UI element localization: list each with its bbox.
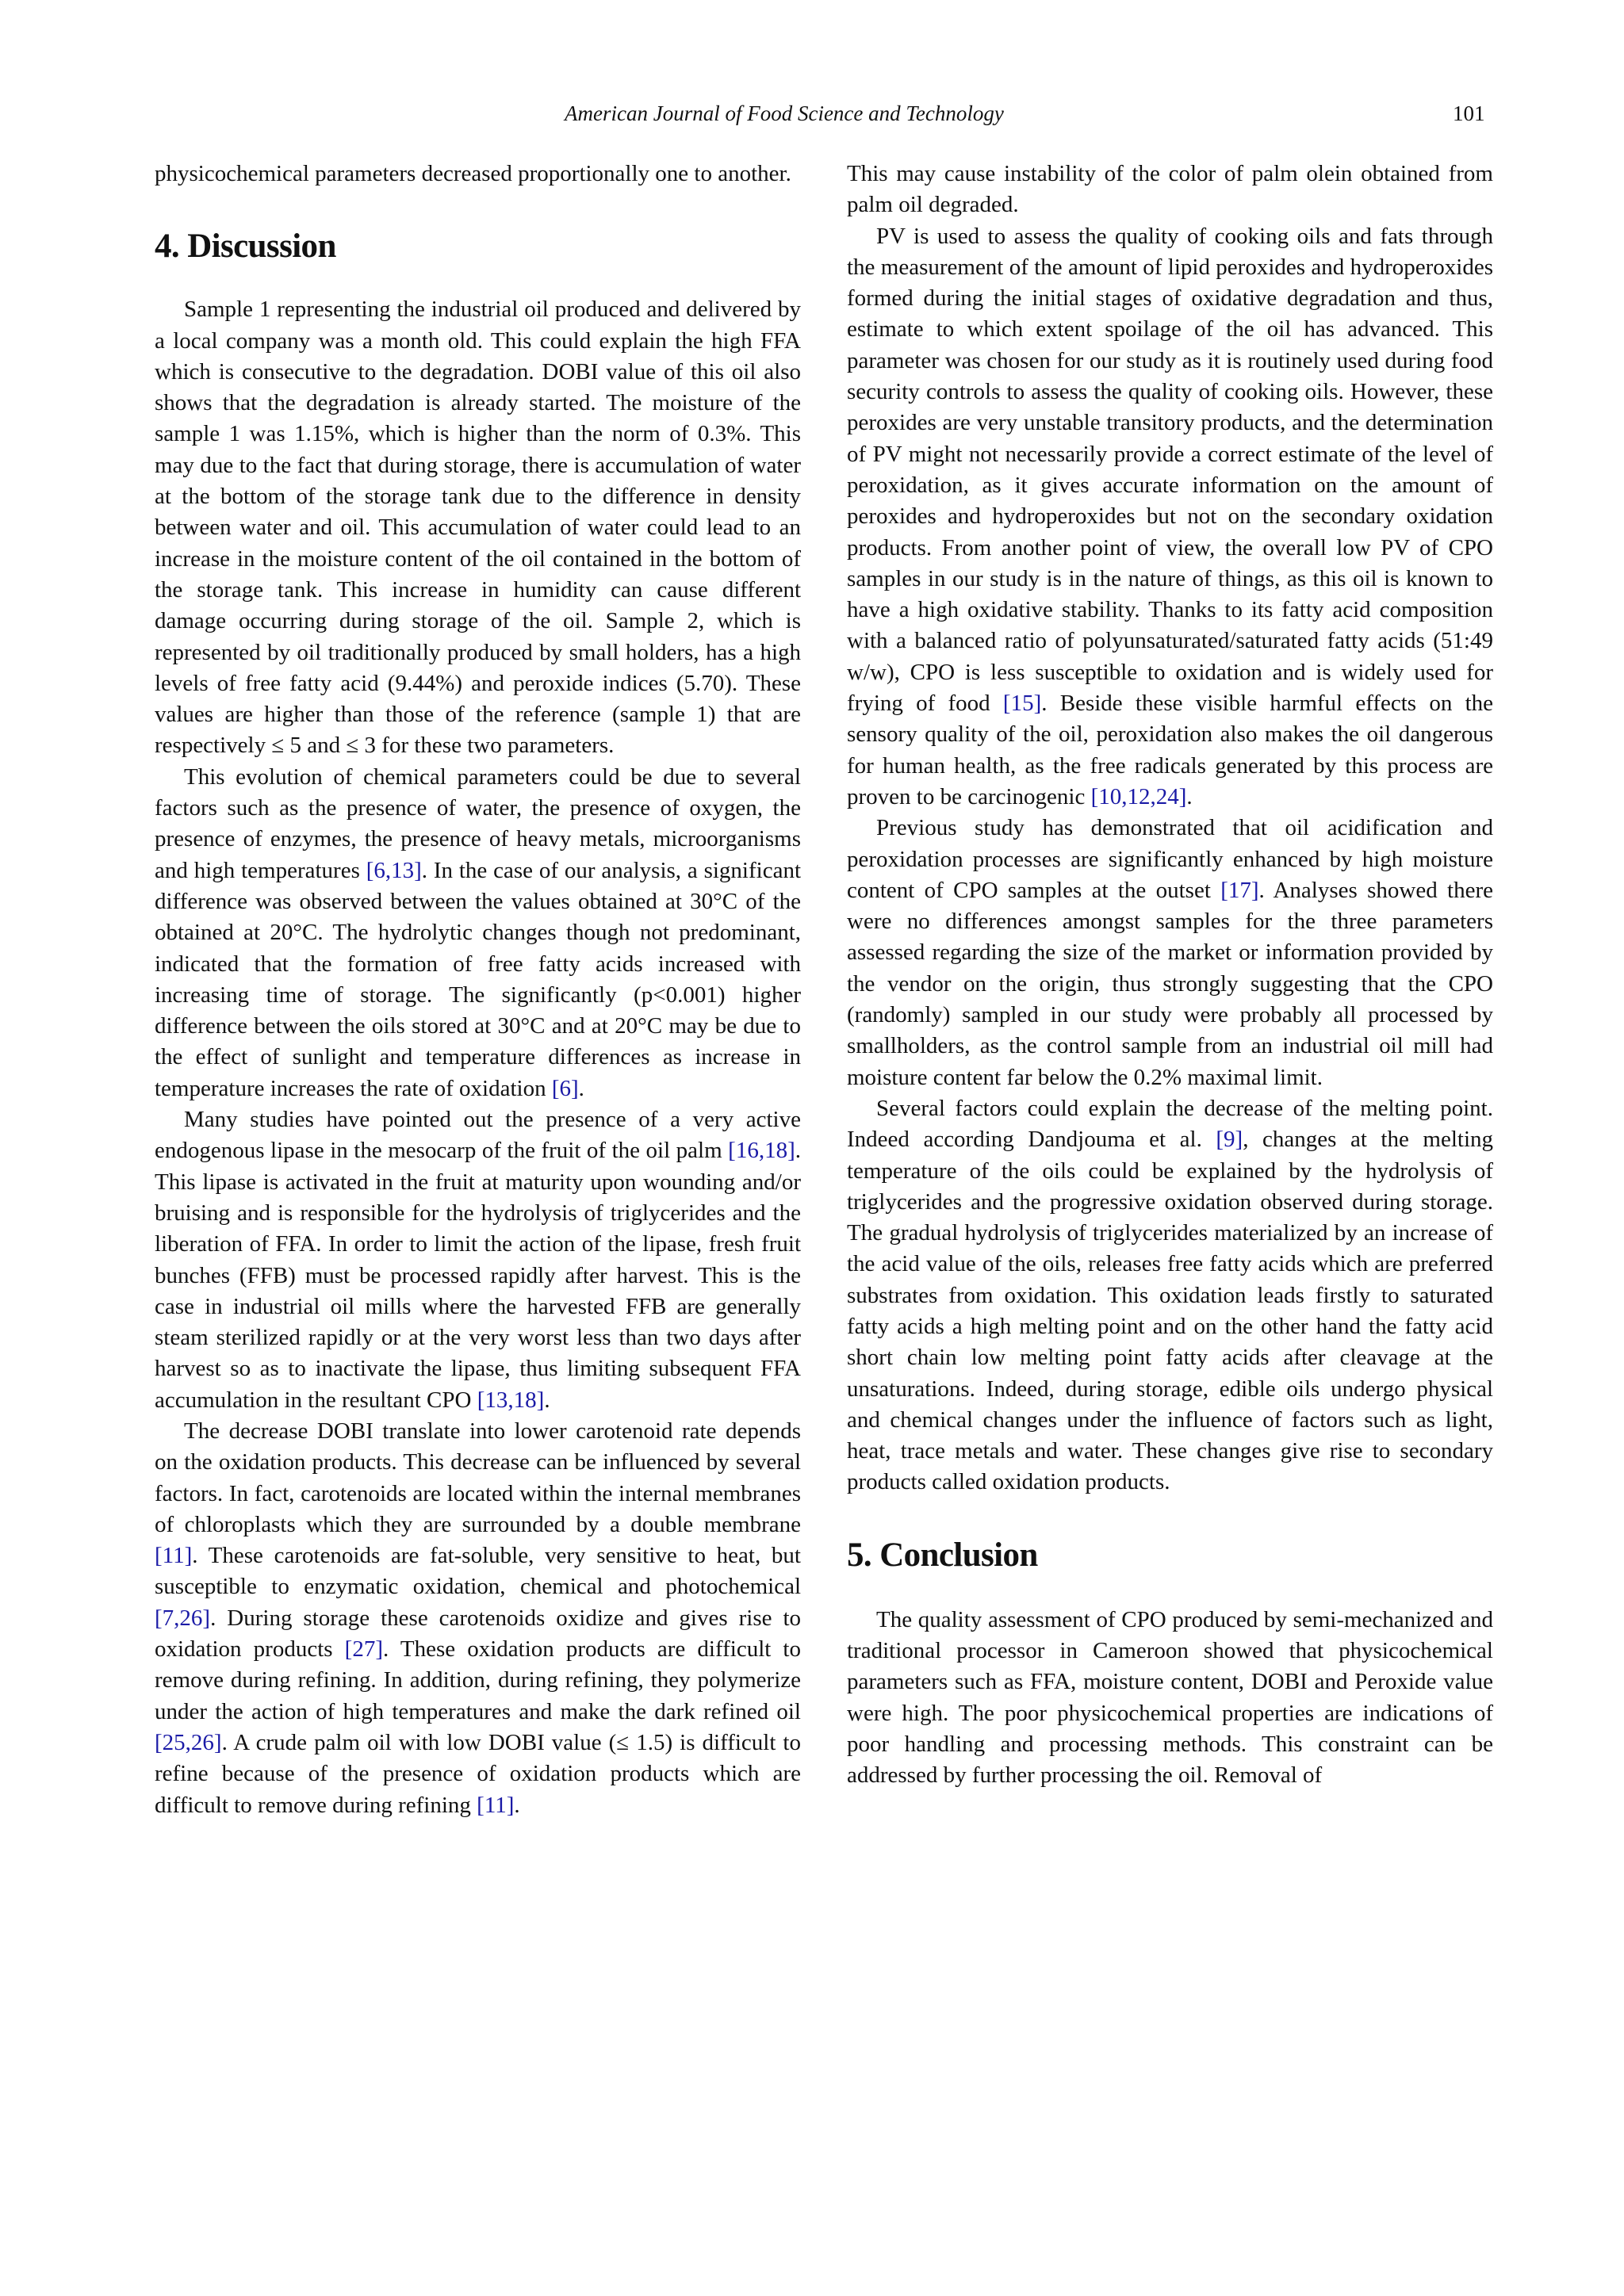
citation-link[interactable]: [25,26] [155,1729,222,1755]
paragraph [847,1605,1493,1792]
page-header [0,98,1624,129]
citation-link[interactable]: [11] [155,1543,193,1569]
citation-link[interactable]: [10,12,24] [1090,783,1187,809]
paragraph-text: PV is used to assess the quality of cooking oils and fats through the measurement of the amount of lipid peroxides and hydroperoxides formed during the initial stages of oxidative degradation and thus, estimate to which extent spoilage of the oil has advanced. This parameter was chosen for our study as it is routinely used during food security controls to assess the quality of cooking oils. However, these peroxides are very unstable transitory products, and the determination of PV might not necessarily provide a correct estimate of the level of peroxidation, as it gives accurate information on the amount of peroxides and hydroperoxides but not on the secondary oxidation products. From another point of view, the overall low PV of CPO samples in our study is in the nature of things, as this oil is known to have a high oxidative stability. Thanks to its fatty acid composition with a balanced ratio of polyunsaturated/saturated fatty acids (51:49 w/w), CPO is less susceptible to oxidation and is widely used for frying of food [847,223,1493,717]
paragraph-text: . [514,1792,520,1818]
section-heading-conclusion: 5. Conclusion [847,1536,1038,1574]
paragraph-text: The decrease DOBI translate into lower carotenoid rate depends on the oxidation products. This decrease can be influenced by several factors. In fact, carotenoids are located within the internal membranes of chloroplasts which they are surrounded by a double membrane [155,1418,801,1537]
paragraph-text: . A crude palm oil with low DOBI value (≤ 1.5) is difficult to refine because of the presence of oxidation products which are difficult to remove during refining [155,1729,801,1818]
citation-link[interactable]: [11] [477,1792,515,1818]
citation-link[interactable]: [27] [344,1636,383,1663]
paragraph-text: The quality assessment of CPO produced by semi-mechanized and traditional processor in Cameroon showed that physicochemical parameters such as FFA, moisture content, DOBI and Peroxide value were high. The poor physicochemical properties are indications of poor handling and processing methods. This constraint can be addressed by further processing the oil. Removal of [847,1606,1493,1789]
paragraph-text: This may cause instability of the color of palm olein obtained from palm oil degraded. [847,161,1493,218]
citation-link[interactable]: [9] [1216,1127,1243,1153]
paragraph [155,1104,801,1416]
paragraph-text: . [1186,783,1193,809]
citation-link[interactable]: [15] [1002,691,1042,717]
paragraph-text: . Analyses showed there were no differences amongst samples for the three parameters assessed regarding the size of the market or information provided by the vendor on the origin, thus strongly suggesting that the CPO (randomly) sampled in our study were probably all processed by smallholders, as the control sample from an industrial oil mill had moisture content far below the 0.2% maximal limit. [847,877,1493,1090]
paragraph-text: , changes at the melting temperature of the oils could be explained by the hydrolysis of triglycerides and the progressive oxidation observed during storage. The gradual hydrolysis of triglycerides materialized by an increase of the acid value of the oils, releases free fatty acids which are preferred substrates from oxidation. This oxidation leads firstly to saturated fatty acids a high melting point and on the other hand the fatty acid short chain low melting point fatty acids after cleavage at the unsaturations. Indeed, during storage, edible oils undergo physical and chemical changes under the influence of factors such as light, heat, trace metals and water. These changes give rise to secondary products called oxidation products. [847,1127,1493,1495]
paragraph [155,762,801,1104]
paragraph-text: Many studies have pointed out the presence of a very active endogenous lipase in the mesocarp of the fruit of the oil palm [155,1107,801,1164]
citation-link[interactable]: [6,13] [366,857,422,883]
right-column [847,159,1493,1792]
paragraph-text: This evolution of chemical parameters could be due to several factors such as the presence of water, the presence of oxygen, the presence of enzymes, the presence of heavy metals, microorganisms and high temperatures [155,763,801,883]
citation-link[interactable]: [17] [1220,877,1259,903]
page-number: 101 [1453,101,1485,125]
paragraph-text: . These oxidation products are difficult to remove during refining. In addition, during refining, they polymerize under the action of high temperatures and make the dark refined oil [155,1636,801,1724]
paragraph-text: physicochemical parameters decreased proportionally one to another. [155,161,791,186]
paragraph-text: . Beside these visible harmful effects on the sensory quality of the oil, peroxidation also makes the oil dangerous for human health, as the free radicals generated by this process are proven to be carcinogenic [847,691,1494,809]
paragraph-text: Sample 1 representing the industrial oil produced and delivered by a local company was a month old. This could explain the high FFA which is consecutive to the degradation. DOBI value of this oil also shows that the degradation is already started. The moisture of the sample 1 was 1.15%, which is higher than the norm of 0.3%. This may due to the fact that during storage, there is accumulation of water at the bottom of the storage tank due to the difference in density between water and oil. This accumulation of water could lead to an increase in the moisture content of the oil contained in the bottom of the storage tank. This increase in humidity can cause different damage occurring during storage of the oil. Sample 2, which is represented by oil traditionally produced by small holders, has a high levels of free fatty acid (9.44%) and peroxide indices (5.70). These values are higher than those of the reference (sample 1) that are respectively ≤ 5 and ≤ 3 for these two parameters. [155,297,801,759]
paragraph [847,1093,1493,1498]
paragraph-text: . This lipase is activated in the fruit at maturity upon wounding and/or bruising and is responsible for the hydrolysis of triglycerides and the liberation of FFA. In order to limit the action of the lipase, fresh fruit bunches (FFB) must be processed rapidly after harvest. This is the case in industrial oil mills where the harvested FFB are generally steam sterilized rapidly or at the very worst less than two days after harvest so as to inactivate the lipase, thus limiting subsequent FFA accumulation in the resultant CPO [155,1138,801,1413]
paragraph-text: Previous study has demonstrated that oil acidification and peroxidation processes are significantly enhanced by high moisture content of CPO samples at the outset [847,815,1493,903]
citation-link[interactable]: [13,18] [477,1387,545,1413]
citation-link[interactable]: [16,18] [728,1138,795,1164]
paragraph [847,813,1493,1093]
citation-link[interactable]: [7,26] [155,1605,211,1631]
left-column [155,159,801,1821]
paragraph [155,1416,801,1821]
paragraph [847,221,1493,813]
paragraph-text: . These carotenoids are fat-soluble, very sensitive to heat, but susceptible to enzymatic oxidation, chemical and photochemical [155,1543,801,1600]
paragraph-continued [155,159,801,189]
paragraph [155,294,801,761]
paragraph-text: Several factors could explain the decrease of the melting point. Indeed according Dandjouma et al. [847,1095,1493,1153]
section-heading-discussion: 4. Discussion [155,228,336,266]
paragraph-text: . [544,1387,550,1413]
paragraph-text: . [578,1075,584,1101]
journal-title: American Journal of Food Science and Technology [565,101,1004,125]
paragraph-continued [847,159,1493,221]
paragraph-text: . In the case of our analysis, a significant difference was observed between the values obtained at 30°C of the obtained at 20°C. The hydrolytic changes though not predominant, indicated that the formation of free fatty acids increased with increasing time of storage. The significantly (p<0.001) higher difference between the oils stored at 30°C and at 20°C may be due to the effect of sunlight and temperature differences as increase in temperature increases the rate of oxidation [155,857,802,1101]
citation-link[interactable]: [6] [551,1075,579,1101]
paragraph-text: . During storage these carotenoids oxidize and gives rise to oxidation products [155,1605,801,1663]
